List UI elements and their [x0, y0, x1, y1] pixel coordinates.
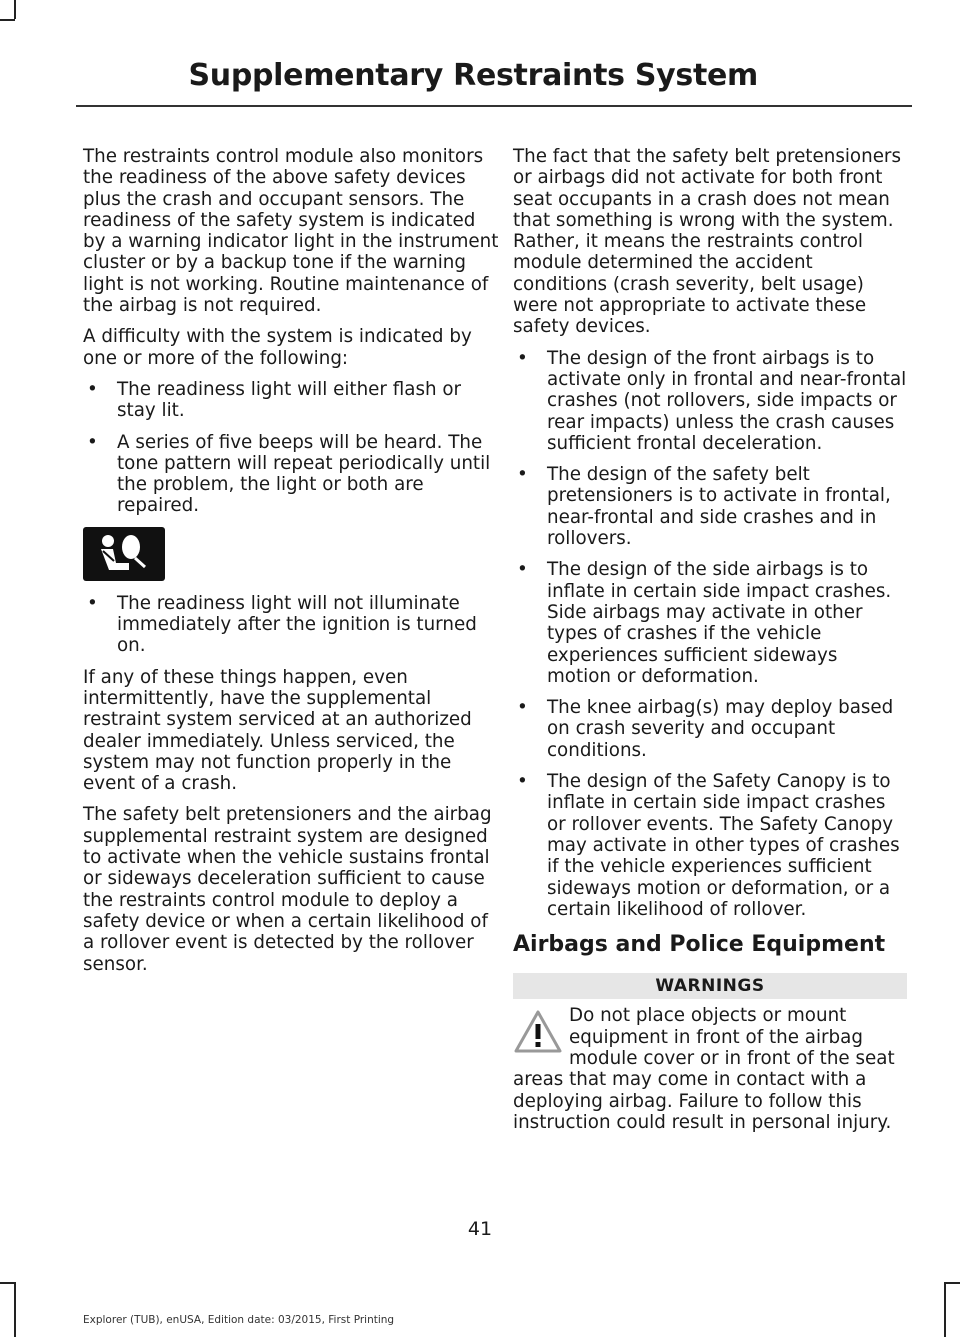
bullet-marker: • — [517, 347, 528, 369]
bullet-list — [83, 593, 503, 657]
list-item-text: The design of the safety belt pretensioners is to activate in frontal, near-frontal and side crashes and in rollovers. — [547, 464, 891, 550]
crop-mark — [944, 1282, 946, 1337]
list-item-text: The readiness light will either flash or stay lit. — [117, 378, 462, 422]
crop-mark — [14, 1282, 16, 1337]
crop-mark — [14, 0, 16, 19]
footer-edition-info: Explorer (TUB), enUSA, Edition date: 03/2015, First Printing — [83, 1314, 395, 1326]
paragraph: The safety belt pretensioners and the airbag supplemental restraint system are designed to activate when the vehicle sustains frontal or sideways deceleration sufficient to cause the restraints control module to deploy a safety device or when a certain likelihood of a rollover event is detected by the rollover sensor. — [83, 804, 492, 975]
bullet-marker: • — [517, 771, 528, 793]
page-header-title: Supplementary Restraints System — [188, 58, 758, 93]
list-item — [83, 379, 503, 422]
bullet-list — [513, 348, 907, 920]
list-item-text: The readiness light will not illuminate immediately after the ignition is turned on. — [117, 592, 477, 657]
list-item — [83, 432, 503, 517]
paragraph: The restraints control module also monitors the readiness of the above safety devices plus the crash and occupant sensors. The readiness of the safety system is indicated by a warning indicator light in the instrument cluster or by a backup tone if the warning light is not working. Routine maintenance of the airbag is not required. — [83, 146, 499, 317]
list-item — [513, 348, 907, 454]
page-number: 41 — [467, 1218, 493, 1240]
warning-text: Do not place objects or mount equipment in front of the airbag module cover or in front of the seat areas that may come in contact with a deploying airbag. Failure to follow this instruction could result in personal injury. — [513, 1005, 895, 1133]
bullet-marker: • — [87, 378, 98, 400]
paragraph: The fact that the safety belt pretensioners or airbags did not activate for both front seat occupants in a crash does not mean that something is wrong with the system. Rather, it means the restraints control module determined the accident conditions (crash severity, belt usage) were not appropriate to activate these safety devices. — [513, 146, 901, 338]
list-item-text: A series of five beeps will be heard. The tone pattern will repeat periodically until the problem, the light or both are repaired. — [117, 431, 491, 517]
section-heading: Airbags and Police Equipment — [513, 932, 886, 958]
bullet-marker: • — [87, 431, 98, 453]
list-item-text: The design of the side airbags is to inflate in certain side impact crashes. Side airbags may activate in other types of crashes if the vehicle experiences sufficient sideways motion or deformation. — [547, 559, 892, 687]
list-item — [83, 593, 503, 657]
list-item — [513, 771, 907, 920]
list-item — [513, 697, 907, 761]
warning-triangle-icon — [513, 1009, 563, 1055]
header-divider — [76, 105, 912, 107]
list-item-text: The knee airbag(s) may deploy based on crash severity and occupant conditions. — [547, 697, 894, 761]
list-item — [513, 464, 907, 549]
airbag-warning-icon — [83, 527, 165, 581]
crop-mark — [0, 1282, 15, 1284]
warning-block — [513, 1005, 907, 1133]
bullet-marker: • — [87, 592, 98, 614]
list-item — [513, 559, 907, 687]
paragraph: If any of these things happen, even intermittently, have the supplemental restraint system serviced at an authorized dealer immediately. Unless serviced, the system may not function properly in the event of a crash. — [83, 666, 472, 795]
right-column — [513, 146, 907, 1133]
crop-mark — [0, 19, 15, 21]
list-item-text: The design of the front airbags is to activate only in frontal and near-frontal crashes (not rollovers, side impacts or rear impacts) unless the crash causes sufficient frontal deceleration. — [547, 347, 907, 454]
paragraph: A difficulty with the system is indicated by one or more of the following: — [83, 326, 472, 369]
bullet-list — [83, 379, 503, 517]
list-item-text: The design of the Safety Canopy is to inflate in certain side impact crashes or rollover events. The Safety Canopy may activate in other types of crashes if the vehicle experiences sufficient sideways motion or deformation, or a certain likelihood of rollover. — [547, 771, 900, 920]
bullet-marker: • — [517, 697, 528, 719]
warnings-banner: WARNINGS — [513, 973, 907, 999]
crop-mark — [944, 1282, 960, 1284]
bullet-marker: • — [517, 559, 528, 581]
left-column — [83, 146, 503, 985]
bullet-marker: • — [517, 464, 528, 486]
